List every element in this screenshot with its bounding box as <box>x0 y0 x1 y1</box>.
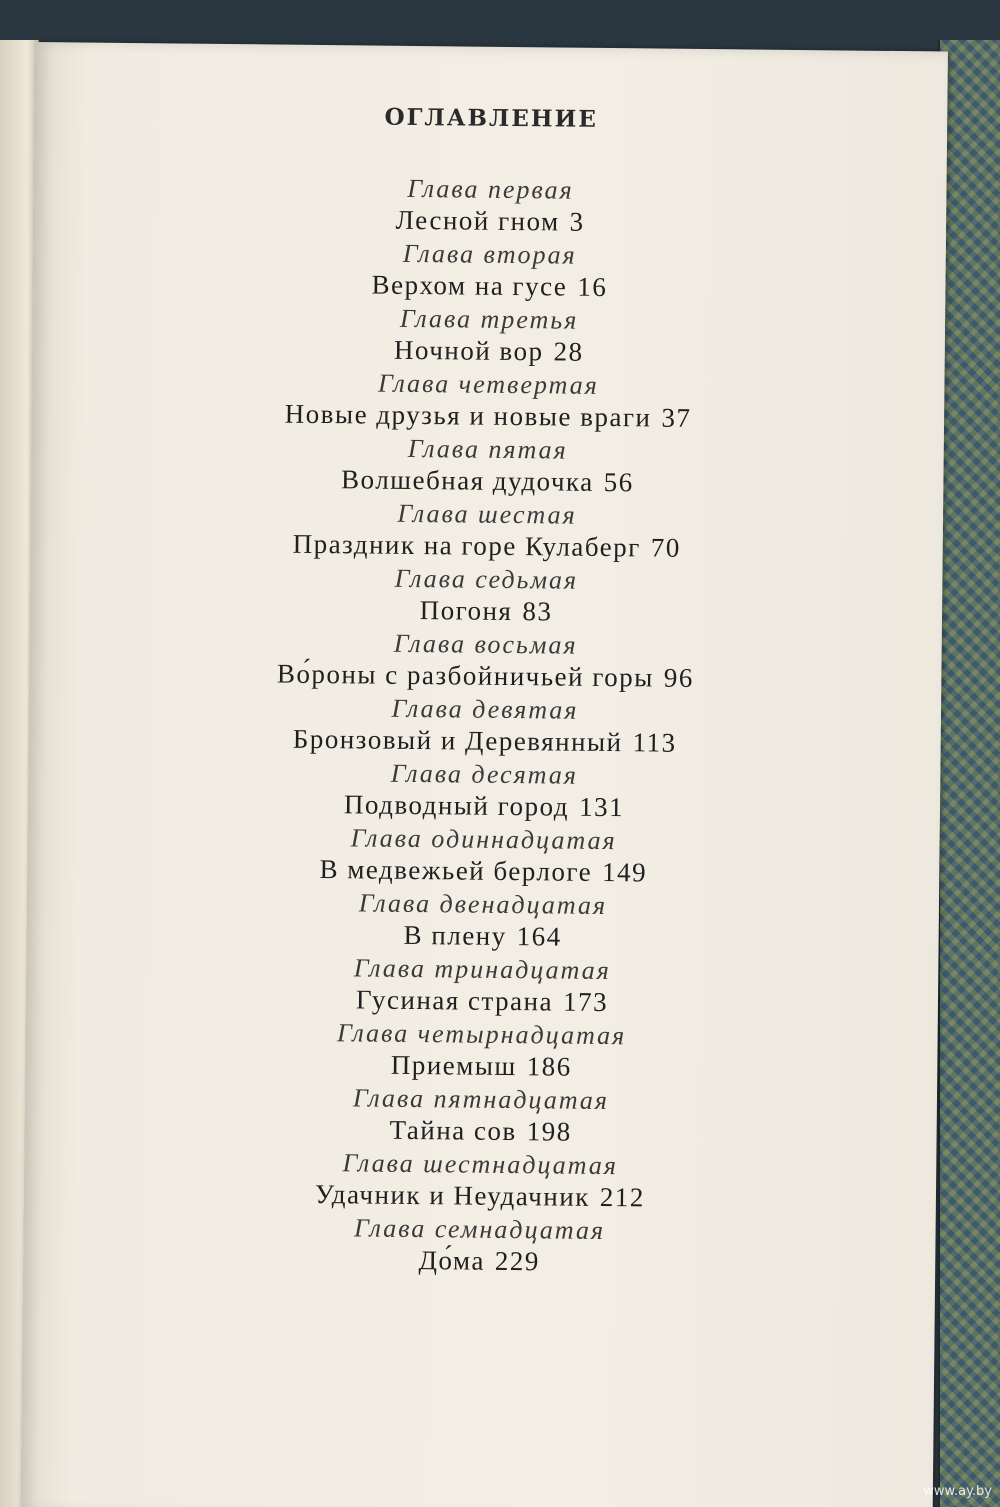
chapter-title: Тайна сов <box>389 1114 517 1147</box>
chapter-page-number: 186 <box>526 1051 572 1082</box>
chapter-page-number: 113 <box>632 727 677 758</box>
book-cover-edge <box>938 40 1000 1507</box>
chapter-label: Глава четырнадцатая <box>336 1018 627 1051</box>
chapter-page-number: 96 <box>663 662 695 693</box>
chapter-label: Глава седьмая <box>394 563 579 595</box>
chapter-label: Глава девятая <box>391 693 579 725</box>
chapter-entry <box>26 885 939 960</box>
chapter-page-number: 229 <box>494 1245 541 1277</box>
chapter-title: Волшебная дудочка <box>340 464 594 497</box>
chapter-entry <box>24 1145 937 1220</box>
chapter-entry <box>28 755 941 830</box>
chapter-page-number: 28 <box>553 336 584 367</box>
chapter-entry <box>31 495 944 570</box>
chapter-label: Глава семнадцатая <box>353 1213 606 1246</box>
chapter-page-number: 37 <box>661 402 692 433</box>
chapter-entry <box>30 560 943 635</box>
chapter-title: Ночной вор <box>393 334 544 367</box>
chapter-title: Удачник и Неудачник <box>314 1178 591 1212</box>
chapter-page-number: 164 <box>516 921 562 952</box>
chapter-label: Глава вторая <box>402 238 577 270</box>
chapter-entry <box>34 170 947 245</box>
chapter-page-number: 212 <box>599 1181 646 1213</box>
book-page <box>21 42 948 1507</box>
chapter-title: Подводный город <box>343 789 570 822</box>
chapter-title: Новые друзья и новые враги <box>284 398 652 433</box>
chapter-label: Глава тринадцатая <box>353 953 611 986</box>
chapter-entry <box>24 1080 937 1155</box>
chapter-page-number: 70 <box>650 532 681 563</box>
chapter-title: Погоня <box>419 595 513 627</box>
chapter-page-number: 149 <box>601 856 648 888</box>
chapter-title: В плену <box>403 919 507 951</box>
chapter-label: Глава шестая <box>397 498 577 530</box>
chapter-entry <box>32 365 945 440</box>
chapter-page-number: 56 <box>603 466 634 498</box>
chapter-page-number: 198 <box>526 1116 572 1147</box>
chapter-label: Глава шестнадцатая <box>342 1148 619 1181</box>
chapter-title: Бронзовый и Деревянный <box>292 723 623 758</box>
chapter-entry <box>25 1015 938 1090</box>
chapter-label: Глава третья <box>399 303 579 335</box>
chapter-title: Лесной гном <box>395 204 560 237</box>
watermark: www.ay.by <box>923 1484 992 1499</box>
chapter-title: Гусиная страна <box>355 984 554 1017</box>
chapter-entry <box>27 820 940 895</box>
chapter-title: Приемыш <box>390 1049 517 1082</box>
chapter-label: Глава четвертая <box>377 368 599 400</box>
chapter-entry <box>29 625 942 700</box>
chapter-label: Глава десятая <box>390 758 579 790</box>
chapter-label: Глава восьмая <box>393 628 578 660</box>
chapter-title: Во́роны с разбойничьей горы <box>276 658 655 693</box>
chapter-title: До́ма <box>418 1245 486 1276</box>
chapter-page-number: 3 <box>569 206 585 237</box>
chapter-entry <box>26 950 939 1025</box>
page-title: ОГЛАВЛЕНИЕ <box>384 103 599 133</box>
chapter-page-number: 131 <box>578 791 625 823</box>
table-of-contents <box>23 170 947 1284</box>
chapter-entry <box>31 430 944 505</box>
chapter-label: Глава пятнадцатая <box>352 1083 610 1116</box>
chapter-entry <box>29 690 942 765</box>
chapter-label: Глава первая <box>407 173 574 205</box>
chapter-entry <box>23 1210 936 1285</box>
chapter-entry <box>33 300 946 375</box>
chapter-title: В медвежьей берлоге <box>319 854 593 887</box>
chapter-page-number: 173 <box>562 986 609 1018</box>
chapter-label: Глава двенадцатая <box>358 888 608 921</box>
chapter-label: Глава пятая <box>407 433 568 465</box>
chapter-page-number: 83 <box>522 596 553 627</box>
chapter-entry <box>33 235 946 310</box>
chapter-page-number: 16 <box>577 271 608 302</box>
chapter-title: Праздник на горе Кулаберг <box>292 528 641 563</box>
chapter-label: Глава одиннадцатая <box>350 823 617 856</box>
chapter-title: Верхом на гусе <box>371 269 568 302</box>
